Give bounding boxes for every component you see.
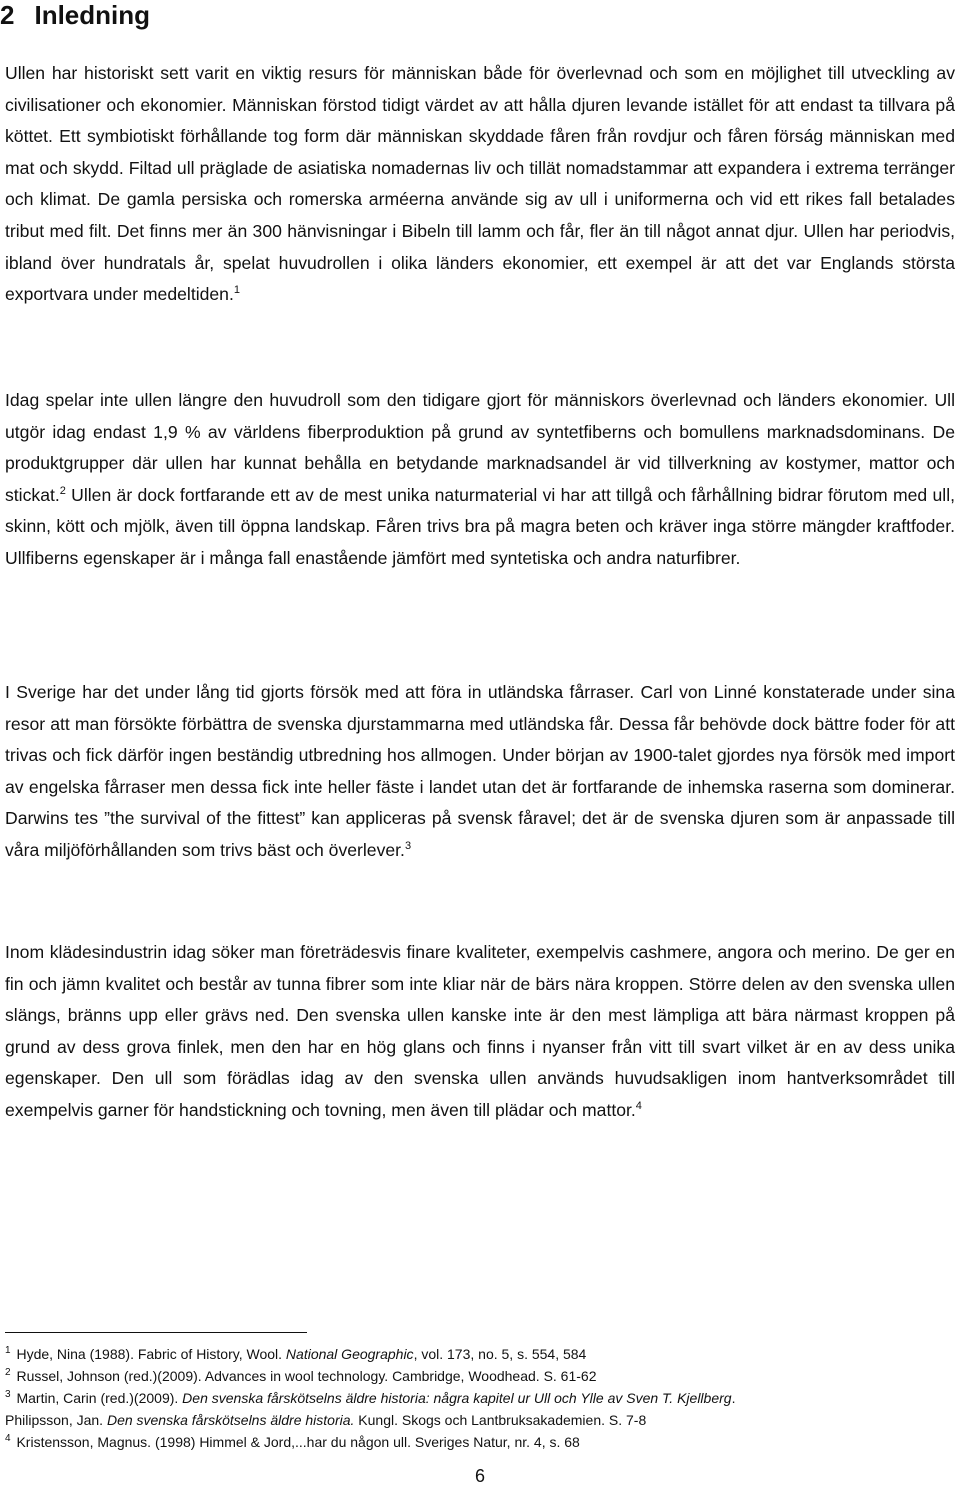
paragraph-text: Idag spelar inte ullen längre den huvudroll som den tidigare gjort för människors överlevnad och länders ekonomier. Ull utgör idag endast 1,9 % av världens fiberproduktion på grund av syntetfiberns och bomullens marknadsdominans. De produktgrupper där ullen har kunnat behålla en betydande marknadsandel är vid tillverkning av kostymer, mattor och stickat. xyxy=(5,390,955,505)
footnote-number: 3 xyxy=(5,1389,11,1401)
footnote-ref: 4 xyxy=(635,1100,642,1113)
footnote-text: Martin, Carin (red.)(2009). xyxy=(12,1390,183,1406)
footnote-text: Hyde, Nina (1988). Fabric of History, Wool. xyxy=(12,1346,286,1362)
paragraph xyxy=(5,937,955,1127)
footnote-number: 2 xyxy=(5,1367,11,1379)
paragraph-text: I Sverige har det under lång tid gjorts försök med att föra in utländska fårraser. Carl von Linné konstaterade under sina resor att man försökte förbättra de svenska djurstammarna med utländska får. Dessa får behövde dock bättre foder för att trivas och fick därför ingen beständig utbredning hos allmogen. Under början av 1900-talet gjordes nya försök med import av engelska fårraser men dessa fick inte heller fäste i landet utan det är fortfarande de inhemska raserna som dominerar. Darwins tes ”the survival of the fittest” kan appliceras på svensk fåravel; det är de svenska djuren som är anpassade till våra miljöförhållanden som trivs bäst och överlever. xyxy=(5,682,955,860)
footnote-text: Philipsson, Jan. xyxy=(5,1412,107,1428)
paragraph-text: Ullen har historiskt sett varit en viktig resurs för människan både för överlevnad och som en möjlighet till utveckling av civilisationer och ekonomier. Människan förstod tidigt värdet av att hålla djuren levande istället för att endast ta tillvara på köttet. Ett symbiotiskt förhållande tog form där människan skyddade fåren från rovdjur och fåren förság människan med mat och skydd. Filtad ull präglade de asiatiska nomadernas liv och tillät nomadstammar att expandera i extrema terränger och klimat. De gamla persiska och romerska arméerna använde sig av ull i uniformerna och vid ett rikes fall betalades tribut med filt. Det finns mer än 300 hänvisningar i Bibeln till lamm och får, fler än till något annat djur. Ullen har periodvis, ibland över hundratals år, spelat huvudrollen i olika länders ekonomier, ett exempel är att det var Englands största exportvara under medeltiden. xyxy=(5,63,955,305)
footnote-text-italic: National Geographic xyxy=(285,1346,414,1362)
section-title: Inledning xyxy=(34,0,151,30)
paragraph xyxy=(5,385,955,575)
section-heading xyxy=(0,0,150,30)
footnote-text: Russel, Johnson (red.)(2009). Advances in wool technology. Cambridge, Woodhead. S. 61-62 xyxy=(12,1368,597,1384)
footnote-number: 1 xyxy=(5,1345,11,1357)
footnote-text-italic: Den svenska fårskötselns äldre historia: några kapitel ur Ull och Ylle av Sven T. Kjellberg xyxy=(182,1390,732,1406)
page-number: 6 xyxy=(474,1466,485,1486)
footnote-text: , vol. 173, no. 5, s. 554, 584 xyxy=(413,1346,587,1362)
footnote-ref: 3 xyxy=(404,840,412,853)
footnote-continuation xyxy=(5,1409,955,1431)
footnote-text: Kristensson, Magnus. (1998) Himmel & Jord,...har du någon ull. Sveriges Natur, nr. 4, s. 68 xyxy=(12,1434,580,1450)
footnote-ref: 1 xyxy=(233,284,240,297)
section-number: 2 xyxy=(0,0,15,30)
footnote-text-italic: Den svenska fårskötselns äldre historia. xyxy=(106,1412,355,1428)
footnote xyxy=(5,1431,955,1453)
footnote-number: 4 xyxy=(5,1433,11,1445)
paragraph-text: Ullen är dock fortfarande ett av de mest unika naturmaterial vi har att tillgå och fårhållning bidrar förutom med ull, skinn, kött och mjölk, även till öppna landskap. Fåren trivs bra på magra beten och kräver inga större mängder kraftfoder. Ullfiberns egenskaper är i många fall enastående jämfört med syntetiska och andra naturfibrer. xyxy=(5,484,955,568)
footnote xyxy=(5,1343,955,1365)
footnote-ref: 2 xyxy=(59,484,66,497)
footnote-text: Kungl. Skogs och Lantbruksakademien. S. 7-8 xyxy=(354,1412,647,1428)
footnote-separator xyxy=(5,1332,307,1333)
paragraph xyxy=(5,677,955,867)
footnote xyxy=(5,1365,955,1387)
footnote xyxy=(5,1387,955,1409)
paragraph-text: Inom klädesindustrin idag söker man företrädesvis finare kvaliteter, exempelvis cashmere, angora och merino. De ger en fin och jämn kvalitet och består av tunna fibrer som inte kliar när de bärs nära kroppen. Större delen av den svenska ullen slängs, bränns upp eller grävs ned. Den svenska ullen kanske inte är den mest lämpliga att bära närmast kroppen på grund av dess grova finlek, men den har en hög glans och finns i nyanser från vitt till svart vilket är en av dess unika egenskaper. Den ull som förädlas idag av den svenska ullen används huvudsakligen inom hantverksområdet till exempelvis garner för handstickning och tovning, men även till plädar och mattor. xyxy=(5,942,955,1120)
footnote-text: . xyxy=(731,1390,736,1406)
paragraph xyxy=(5,58,955,311)
footnotes xyxy=(5,1343,955,1453)
